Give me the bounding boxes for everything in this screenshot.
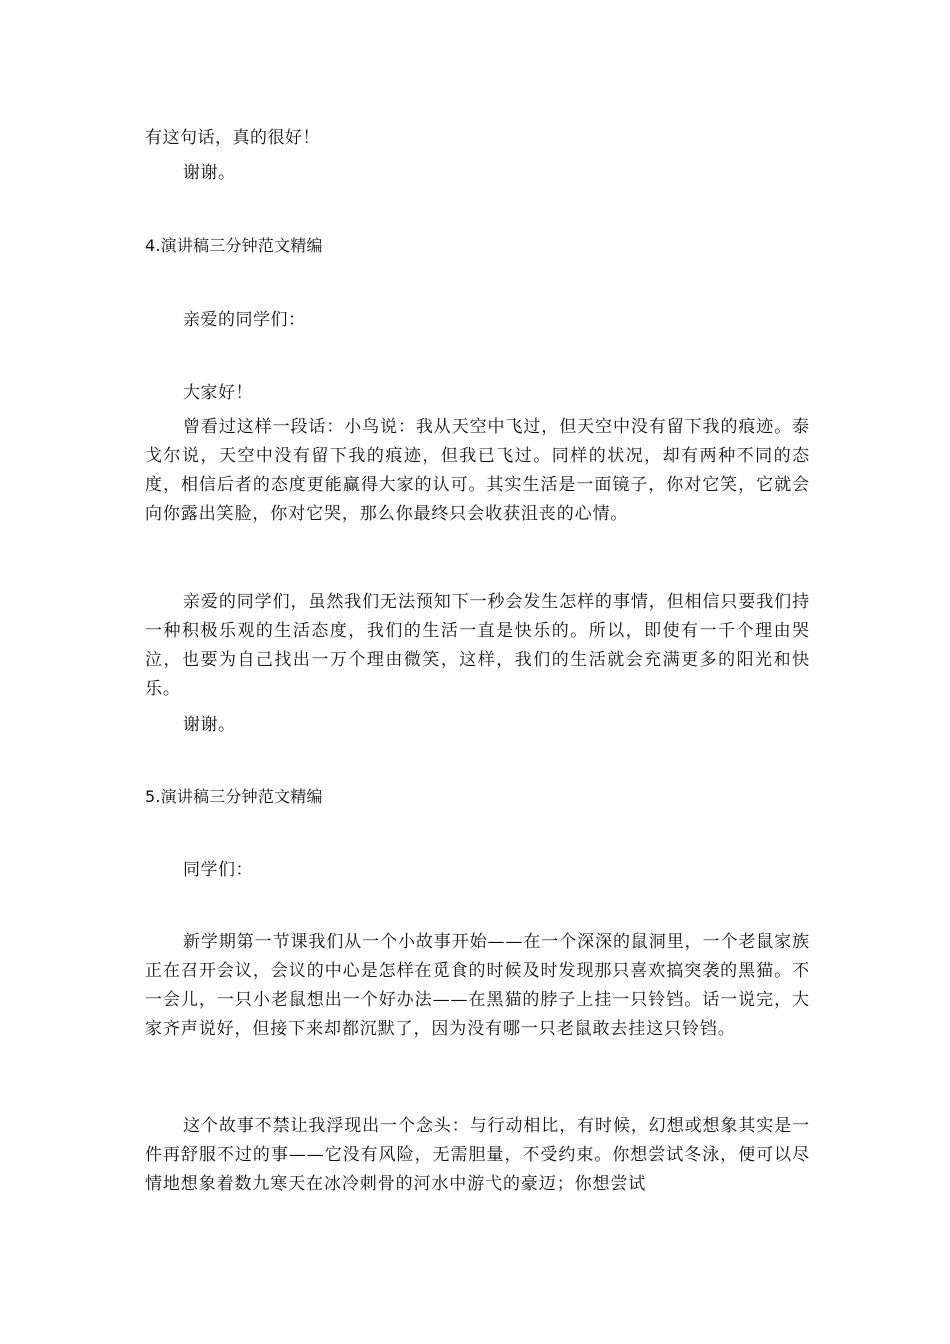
closing-thanks-4: 谢谢。 xyxy=(183,715,236,735)
greeting-4: 大家好！ xyxy=(183,383,253,403)
document-page xyxy=(145,0,810,1344)
body-paragraph-4-1: 曾看过这样一段话：小鸟说：我从天空中飞过，但天空中没有留下我的痕迹。泰戈尔说，天空中没有留下我的痕迹，但我已飞过。同样的状况，却有两种不同的态度，相信后者的态度更能赢得大家的认可。其实生活是一面镜子，你对它笑，它就会向你露出笑脸，你对它哭，那么你最终只会收获沮丧的心情。 xyxy=(145,417,810,524)
closing-thanks: 谢谢。 xyxy=(183,163,236,183)
salutation-5: 同学们： xyxy=(183,860,253,880)
paragraph-end-previous: 有这句话，真的很好！ xyxy=(145,128,320,148)
section-heading-4: 4.演讲稿三分钟范文精编 xyxy=(145,236,323,255)
salutation-4: 亲爱的同学们： xyxy=(183,310,306,330)
body-paragraph-5-2: 这个故事不禁让我浮现出一个念头：与行动相比，有时候，幻想或想象其实是一件再舒服不过的事——它没有风险，无需胆量，不受约束。你想尝试冬泳，便可以尽情地想象着数九寒天在冰冷刺骨的河水中游弋的豪迈；你想尝试 xyxy=(145,1116,810,1194)
section-heading-5: 5.演讲稿三分钟范文精编 xyxy=(145,787,323,806)
body-paragraph-4-2: 亲爱的同学们，虽然我们无法预知下一秒会发生怎样的事情，但相信只要我们持一种积极乐观的生活态度，我们的生活一直是快乐的。所以，即使有一千个理由哭泣，也要为自己找出一万个理由微笑，这样，我们的生活就会充满更多的阳光和快乐。 xyxy=(145,592,810,699)
body-paragraph-5-1: 新学期第一节课我们从一个小故事开始——在一个深深的鼠洞里，一个老鼠家族正在召开会议，会议的中心是怎样在觅食的时候及时发现那只喜欢搞突袭的黑猫。不一会儿，一只小老鼠想出一个好办法——在黑猫的脖子上挂一只铃铛。话一说完，大家齐声说好，但接下来却都沉默了，因为没有哪一只老鼠敢去挂这只铃铛。 xyxy=(145,932,810,1039)
